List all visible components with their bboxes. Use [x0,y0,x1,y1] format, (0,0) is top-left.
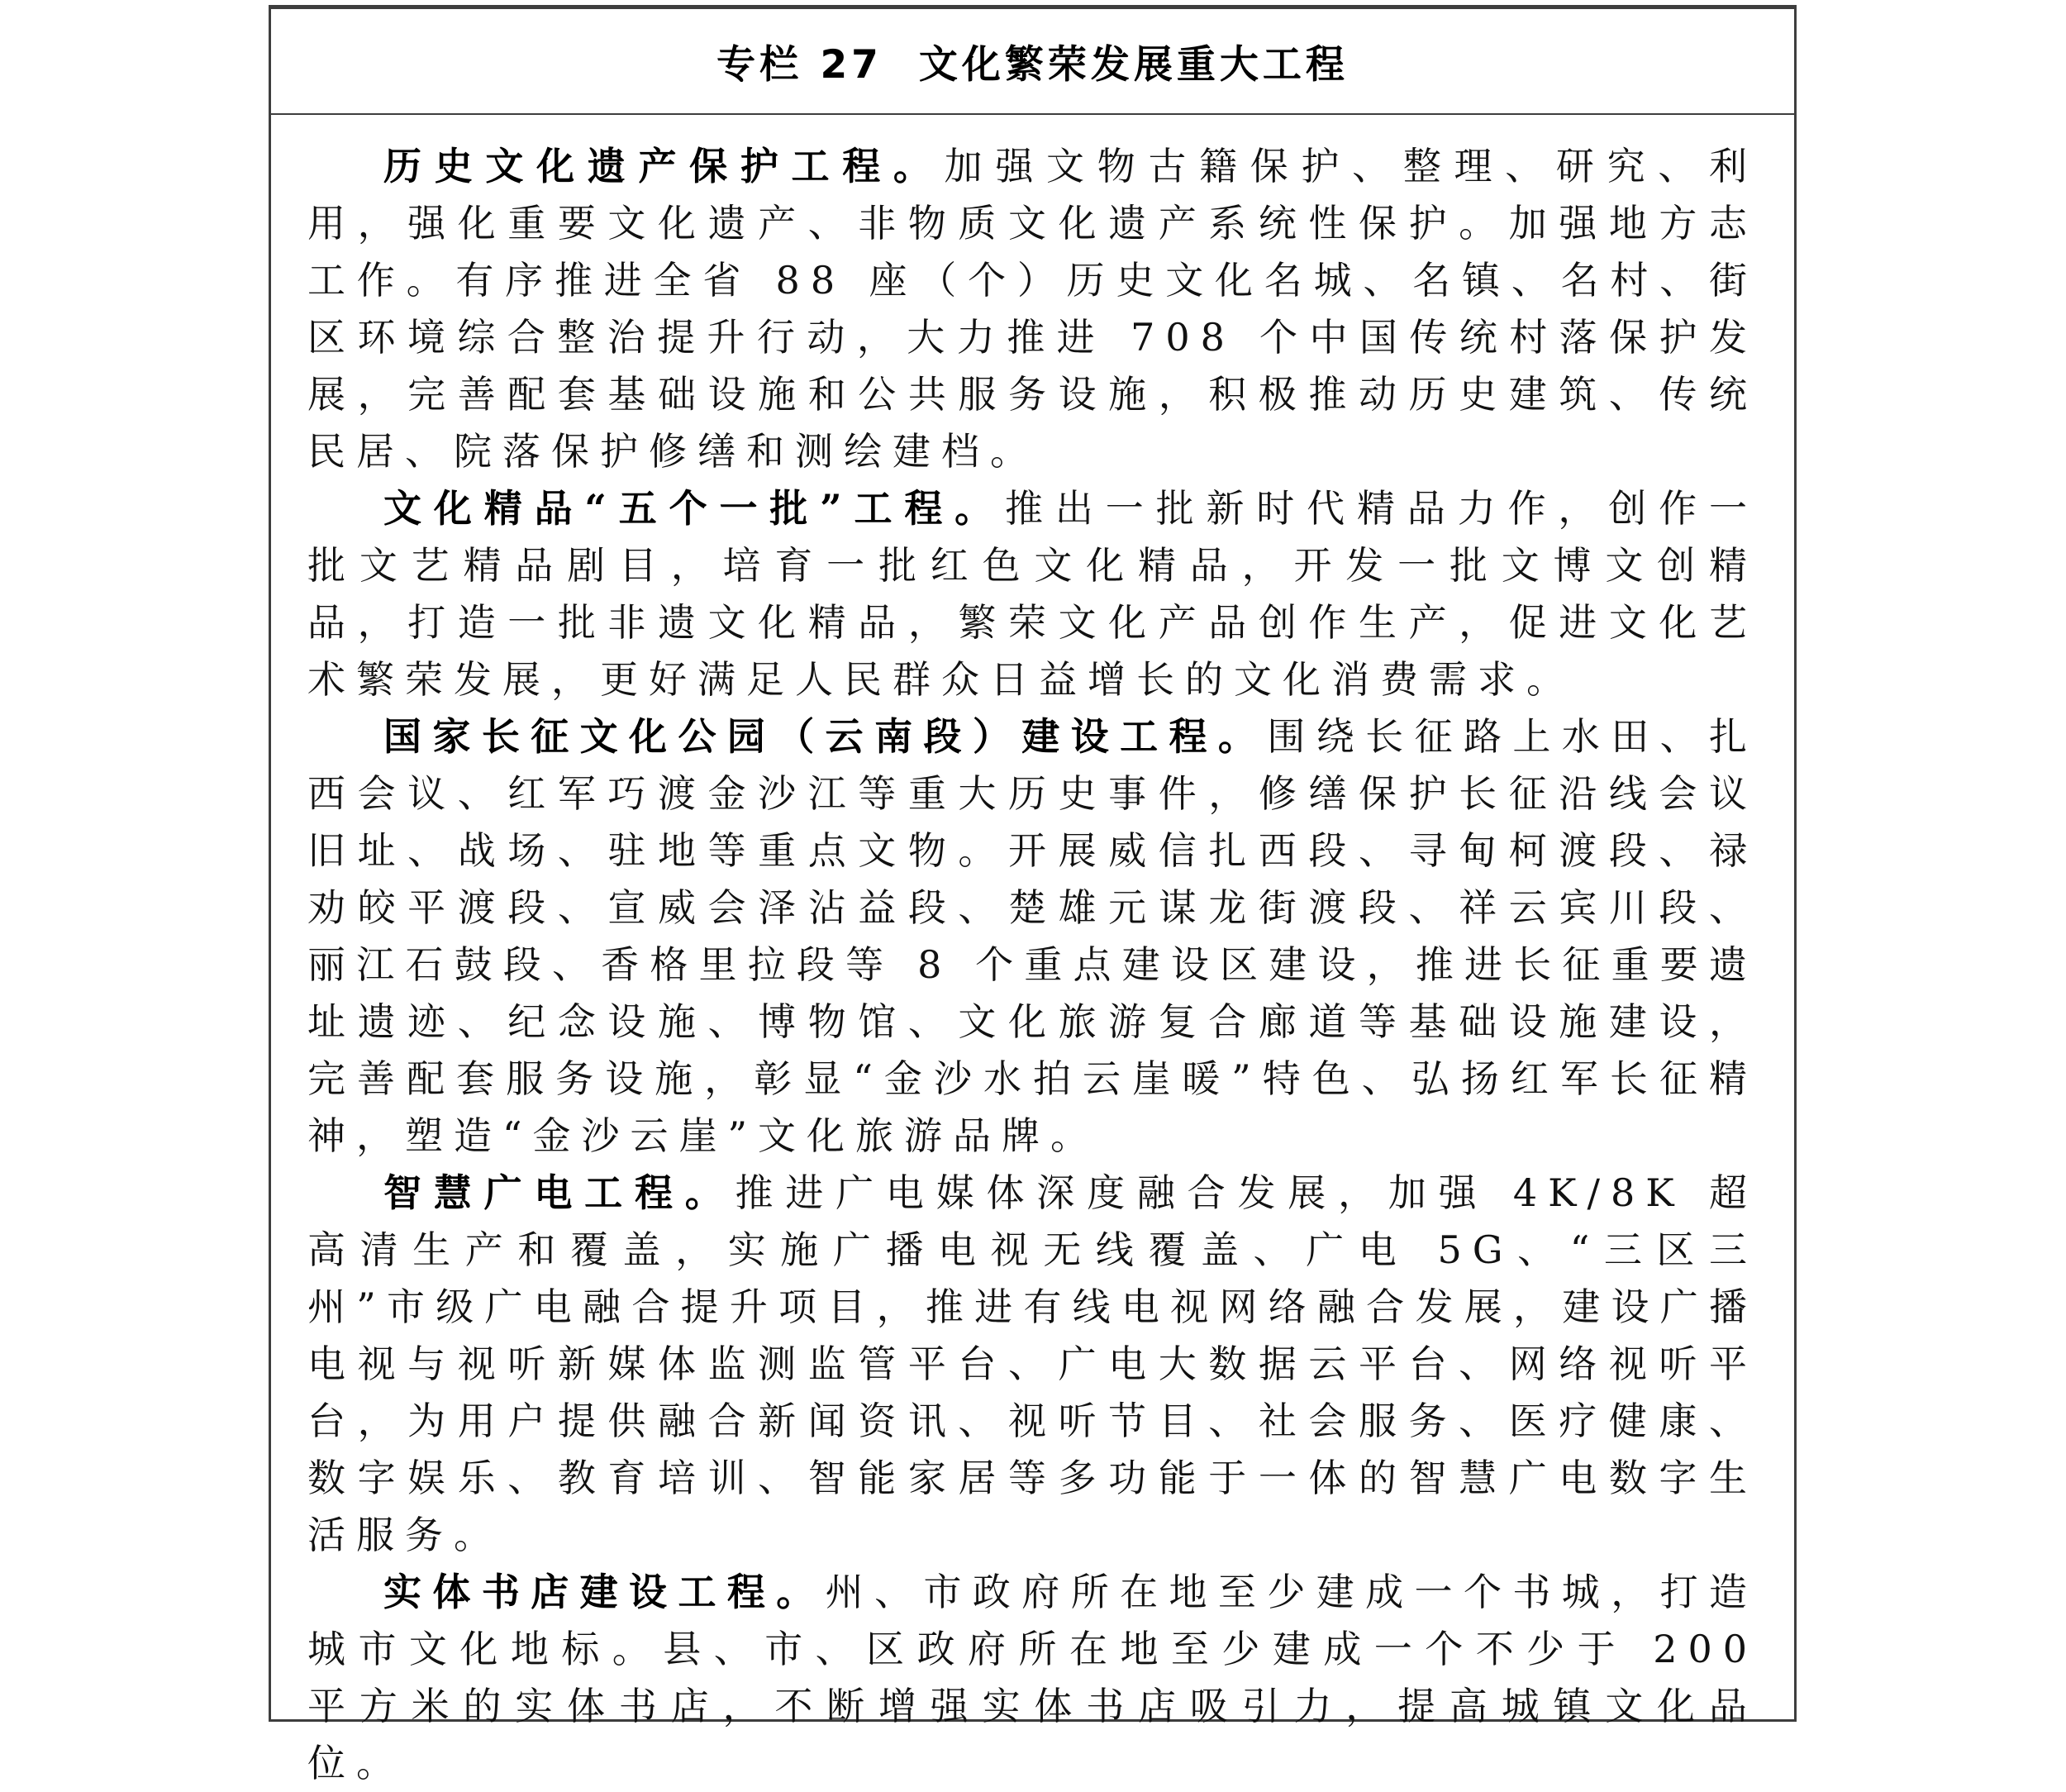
paragraph-physical-bookstores [307,1564,1758,1792]
paragraph-lead: 文化精品“五个一批”工程。 [383,486,1006,531]
box-title [271,9,1794,115]
paragraph-cultural-masterpieces [307,480,1758,708]
paragraph-lead: 智慧广电工程。 [383,1170,735,1215]
paragraph-long-march-park [307,708,1758,1165]
paragraph-text: 加强文物古籍保护、整理、研究、利用，强化重要文化遗产、非物质文化遗产系统性保护。加强地方志工作。有序推进全省 88 座（个）历史文化名城、名镇、名村、街区环境综合整治提升行动，大力推进 708 个中国传统村落保护发展，完善配套基础设施和公共服务设施，积极推动历史建筑、传统民居、院落保护修缮和测绘建档。 [307,144,1759,474]
paragraph-text: 推出一批新时代精品力作，创作一批文艺精品剧目，培育一批红色文化精品，开发一批文博文创精品，打造一批非遗文化精品，繁荣文化产品创作生产，促进文化艺术繁荣发展，更好满足人民群众日益增长的文化消费需求。 [307,486,1758,702]
column-box [269,5,1797,1785]
paragraph-heritage-protection [307,138,1758,480]
box-title-text: 文化繁荣发展重大工程 [918,41,1349,88]
box-title-label: 专栏 27 [716,41,883,88]
paragraph-lead: 历史文化遗产保护工程。 [383,144,945,188]
paragraph-smart-broadcasting [307,1165,1758,1564]
paragraph-lead: 国家长征文化公园（云南段）建设工程。 [383,714,1268,759]
box-body [271,115,1794,1792]
paragraph-text: 围绕长征路上水田、扎西会议、红军巧渡金沙江等重大历史事件，修缮保护长征沿线会议旧址、战场、驻地等重点文物。开展威信扎西段、寻甸柯渡段、禄劝皎平渡段、宣威会泽沾益段、楚雄元谋龙街渡段、祥云宾川段、丽江石鼓段、香格里拉段等 8 个重点建设区建设，推进长征重要遗址遗迹、纪念设施、博物馆、文化旅游复合廊道等基础设施建设，完善配套服务设施，彰显“金沙水拍云崖暖”特色、弘扬红军长征精神，塑造“金沙云崖”文化旅游品牌。 [307,714,1759,1158]
paragraph-lead: 实体书店建设工程。 [383,1570,826,1614]
paragraph-text: 州、市政府所在地至少建成一个书城，打造城市文化地标。县、市、区政府所在地至少建成一个不少于 200 平方米的实体书店，不断增强实体书店吸引力，提高城镇文化品位。 [307,1570,1759,1785]
paragraph-text: 推进广电媒体深度融合发展，加强 4K/8K 超高清生产和覆盖，实施广播电视无线覆盖、广电 5G、“三区三州”市级广电融合提升项目，推进有线电视网络融合发展，建设广播电视与视听新媒体监测监管平台、广电大数据云平台、网络视听平台，为用户提供融合新闻资讯、视听节目、社会服务、医疗健康、数字娱乐、教育培训、智能家居等多功能于一体的智慧广电数字生活服务。 [307,1170,1758,1557]
